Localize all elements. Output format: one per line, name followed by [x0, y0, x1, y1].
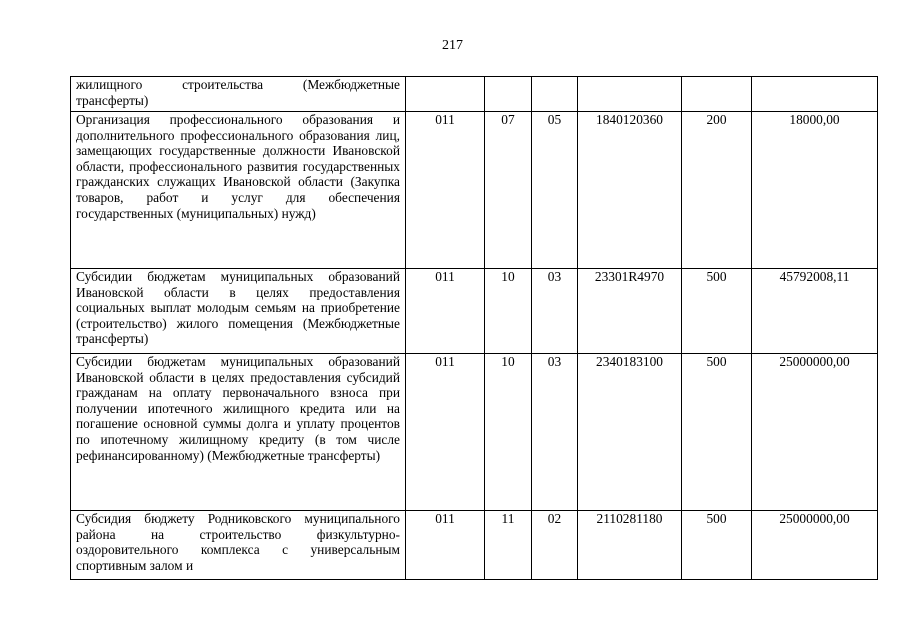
table-row [71, 511, 878, 580]
table-row [71, 77, 878, 112]
table-row [71, 269, 878, 354]
row-description: Субсидия бюджету Родниковского муниципального района на строительство физкультурно-оздоровительного комплекса с универсальным спортивным залом и [71, 511, 406, 580]
expense-type-code: 500 [682, 511, 752, 580]
amount [752, 77, 878, 112]
ministry-code: 011 [406, 511, 485, 580]
subsection-code: 05 [532, 112, 578, 269]
row-description: Организация профессионального образования и дополнительного профессионального образования лиц, замещающих государственные должности Ивановской области, профессионального развития государственных гражданских служащих Ивановской области (Закупка товаров, работ и услуг для обеспечения государственных (муниципальных) нужд) [71, 112, 406, 269]
subsection-code [532, 77, 578, 112]
article-code: 2340183100 [578, 354, 682, 511]
expense-type-code: 500 [682, 354, 752, 511]
page-number: 217 [442, 38, 463, 53]
section-code: 10 [485, 354, 532, 511]
ministry-code [406, 77, 485, 112]
amount: 25000000,00 [752, 354, 878, 511]
amount: 25000000,00 [752, 511, 878, 580]
subsection-code: 02 [532, 511, 578, 580]
article-code: 2110281180 [578, 511, 682, 580]
table-row [71, 112, 878, 269]
section-code [485, 77, 532, 112]
amount: 18000,00 [752, 112, 878, 269]
row-description: Субсидии бюджетам муниципальных образований Ивановской области в целях предоставления субсидий гражданам на оплату первоначального взноса при получении ипотечного жилищного кредита или на погашение основной суммы долга и уплату процентов по ипотечному жилищному кредиту (в том числе рефинансированному) (Межбюджетные трансферты) [71, 354, 406, 511]
expense-type-code: 500 [682, 269, 752, 354]
ministry-code: 011 [406, 354, 485, 511]
section-code: 11 [485, 511, 532, 580]
section-code: 07 [485, 112, 532, 269]
expense-type-code: 200 [682, 112, 752, 269]
ministry-code: 011 [406, 269, 485, 354]
table-row [71, 354, 878, 511]
subsection-code: 03 [532, 269, 578, 354]
amount: 45792008,11 [752, 269, 878, 354]
subsection-code: 03 [532, 354, 578, 511]
article-code: 1840120360 [578, 112, 682, 269]
budget-table [70, 76, 878, 580]
ministry-code: 011 [406, 112, 485, 269]
article-code [578, 77, 682, 112]
section-code: 10 [485, 269, 532, 354]
article-code: 23301R4970 [578, 269, 682, 354]
row-description: Субсидии бюджетам муниципальных образований Ивановской области в целях предоставления социальных выплат молодым семьям на приобретение (строительство) жилого помещения (Межбюджетные трансферты) [71, 269, 406, 354]
expense-type-code [682, 77, 752, 112]
row-description: жилищного строительства (Межбюджетные трансферты) [71, 77, 406, 112]
